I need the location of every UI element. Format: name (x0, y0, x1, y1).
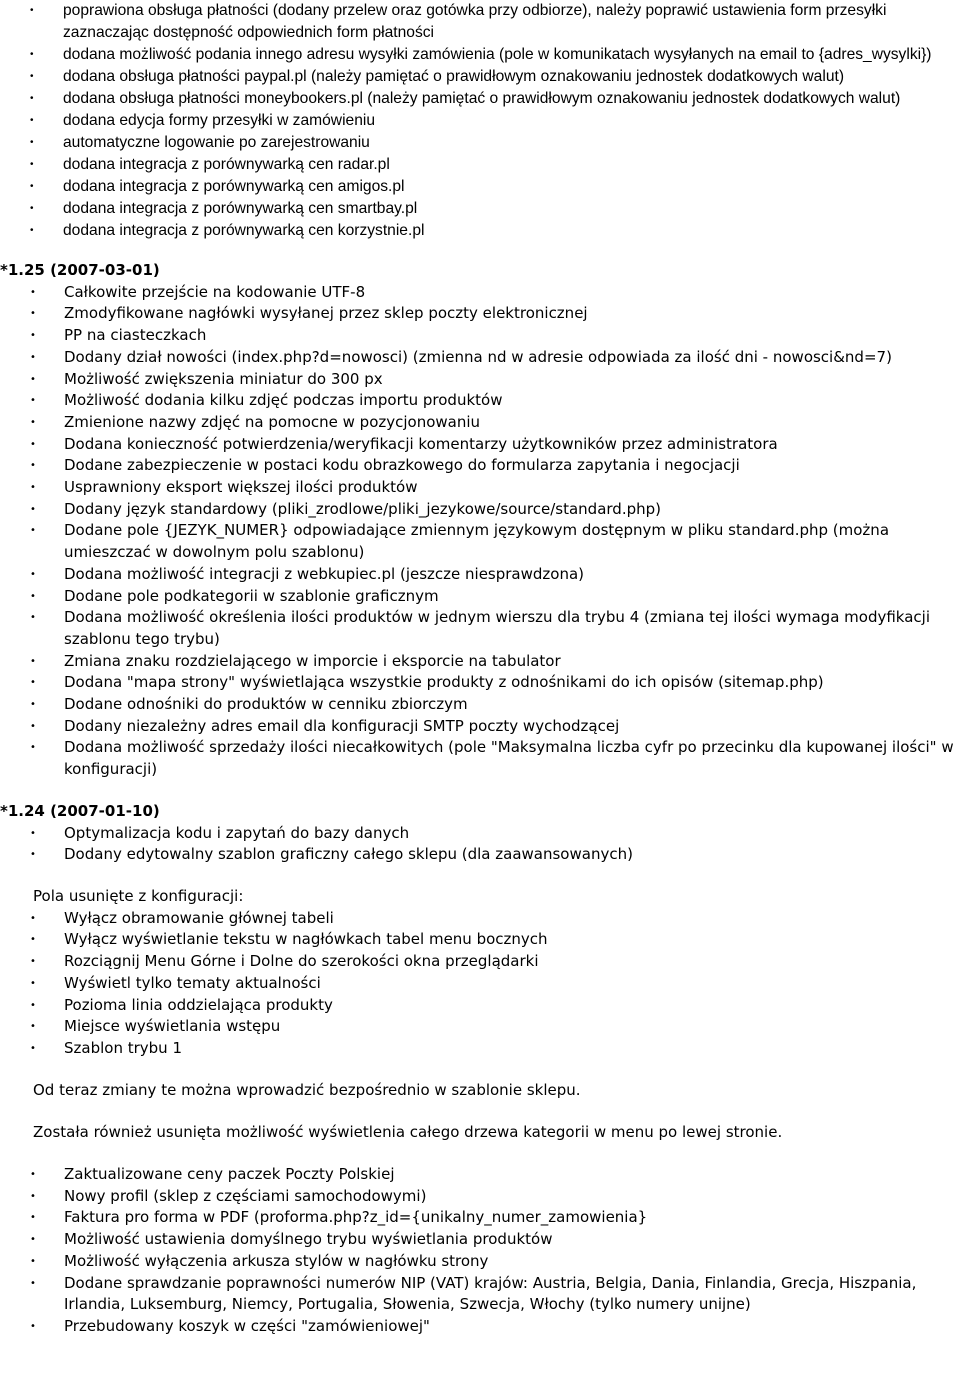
note-template-edit: Od teraz zmiany te można wprowadzić bezpośrednio w szablonie sklepu. (33, 1080, 581, 1099)
list-item: • Wyłącz obramowanie głównej tabeli (0, 908, 960, 930)
list-item: • dodana obsługa płatności moneybookers.pl (należy pamiętać o prawidłowym oznakowaniu jednostek dodatkowych walut) (0, 88, 960, 110)
list-item: • Dodana możliwość sprzedaży ilości niecałkowitych (pole "Maksymalna liczba cyfr po przecinku dla kupowanej ilości" w konfiguracji) (0, 737, 960, 780)
list-item: • Szablon trybu 1 (0, 1038, 960, 1060)
list-item: • Zmiana znaku rozdzielającego w imporcie i eksporcie na tabulator (0, 651, 960, 673)
list-item: • Miejsce wyświetlania wstępu (0, 1016, 960, 1038)
list-item: • Dodany edytowalny szablon graficzny całego sklepu (dla zaawansowanych) (0, 844, 960, 866)
list-item: • Możliwość dodania kilku zdjęć podczas importu produktów (0, 390, 960, 412)
removed-fields-heading: Pola usunięte z konfiguracji: (33, 886, 244, 905)
list-item: • Wyłącz wyświetlanie tekstu w nagłówkach tabel menu bocznych (0, 929, 960, 951)
list-item: • Optymalizacja kodu i zapytań do bazy danych (0, 823, 960, 845)
list-item: • Możliwość zwiększenia miniatur do 300 px (0, 369, 960, 391)
version-heading-1-25: *1.25 (2007-03-01) (0, 261, 160, 279)
list-item: • Możliwość wyłączenia arkusza stylów w nagłówku strony (0, 1251, 960, 1273)
list-item: • Dodane odnośniki do produktów w cenniku zbiorczym (0, 694, 960, 716)
list-item: • Dodane zabezpieczenie w postaci kodu obrazkowego do formularza zapytania i negocjacji (0, 455, 960, 477)
list-item: • automatyczne logowanie po zarejestrowaniu (0, 132, 960, 154)
note-category-tree: Została również usunięta możliwość wyświetlenia całego drzewa kategorii w menu po lewej stronie. (33, 1123, 783, 1142)
removed-fields-list (0, 908, 960, 1060)
list-item: • Usprawniony eksport większej ilości produktów (0, 477, 960, 499)
list-item: • Przebudowany koszyk w części "zamówieniowej" (0, 1316, 960, 1338)
list-item: • Całkowite przejście na kodowanie UTF-8 (0, 282, 960, 304)
list-item: • Dodany język standardowy (pliki_zrodlowe/pliki_jezykowe/source/standard.php) (0, 499, 960, 521)
list-item: • dodana integracja z porównywarką cen korzystnie.pl (0, 220, 960, 242)
list-item: • Dodana konieczność potwierdzenia/weryfikacji komentarzy użytkowników przez administratora (0, 434, 960, 456)
list-item: • dodana możliwość podania innego adresu wysyłki zamówienia (pole w komunikatach wysyłanych na email to {adres_wysylki}) (0, 44, 960, 66)
list-item: • poprawiona obsługa płatności (dodany przelew oraz gotówka przy odbiorze), należy poprawić ustawienia form przesyłki zaznaczając dostępność odpowiednich form płatności (0, 0, 960, 44)
list-item: • dodana integracja z porównywarką cen amigos.pl (0, 176, 960, 198)
changelog-list-1-24 (0, 823, 960, 866)
list-item: • Zmienione nazwy zdjęć na pomocne w pozycjonowaniu (0, 412, 960, 434)
list-item: • Pozioma linia oddzielająca produkty (0, 995, 960, 1017)
list-item: • Możliwość ustawienia domyślnego trybu wyświetlania produktów (0, 1229, 960, 1251)
changelog-list-top (0, 0, 960, 242)
changelog-list-1-24-more (0, 1164, 960, 1338)
version-heading-1-24: *1.24 (2007-01-10) (0, 801, 160, 820)
list-item: • Faktura pro forma w PDF (proforma.php?z_id={unikalny_numer_zamowienia} (0, 1207, 960, 1229)
list-item: • Zaktualizowane ceny paczek Poczty Polskiej (0, 1164, 960, 1186)
list-item: • dodana edycja formy przesyłki w zamówieniu (0, 110, 960, 132)
list-item: • Zmodyfikowane nagłówki wysyłanej przez sklep poczty elektronicznej (0, 303, 960, 325)
list-item: • dodana integracja z porównywarką cen smartbay.pl (0, 198, 960, 220)
changelog-list-1-25 (0, 282, 960, 781)
list-item: • Dodana możliwość określenia ilości produktów w jednym wierszu dla trybu 4 (zmiana tej ilości wymaga modyfikacji szablonu tego trybu) (0, 607, 960, 650)
list-item: • Dodane pole podkategorii w szablonie graficznym (0, 586, 960, 608)
list-item: • Dodany dział nowości (index.php?d=nowosci) (zmienna nd w adresie odpowiada za ilość dni - nowosci&nd=7) (0, 347, 960, 369)
list-item: • Dodana możliwość integracji z webkupiec.pl (jeszcze niesprawdzona) (0, 564, 960, 586)
list-item: • dodana integracja z porównywarką cen radar.pl (0, 154, 960, 176)
list-item: • Nowy profil (sklep z częściami samochodowymi) (0, 1186, 960, 1208)
list-item: • Dodana "mapa strony" wyświetlająca wszystkie produkty z odnośnikami do ich opisów (sitemap.php) (0, 672, 960, 694)
list-item: • Wyświetl tylko tematy aktualności (0, 973, 960, 995)
list-item: • dodana obsługa płatności paypal.pl (należy pamiętać o prawidłowym oznakowaniu jednostek dodatkowych walut) (0, 66, 960, 88)
list-item: • PP na ciasteczkach (0, 325, 960, 347)
list-item: • Rozciągnij Menu Górne i Dolne do szerokości okna przeglądarki (0, 951, 960, 973)
list-item: • Dodany niezależny adres email dla konfiguracji SMTP poczty wychodzącej (0, 716, 960, 738)
list-item: • Dodane pole {JEZYK_NUMER} odpowiadające zmiennym językowym dostępnym w pliku standard.php (można umieszczać w dowolnym polu szablonu) (0, 520, 960, 563)
list-item: • Dodane sprawdzanie poprawności numerów NIP (VAT) krajów: Austria, Belgia, Dania, Finlandia, Grecja, Hiszpania, Irlandia, Luksemburg, Niemcy, Portugalia, Słowenia, Szwecja, Włochy (tylko numery unijne) (0, 1273, 960, 1316)
